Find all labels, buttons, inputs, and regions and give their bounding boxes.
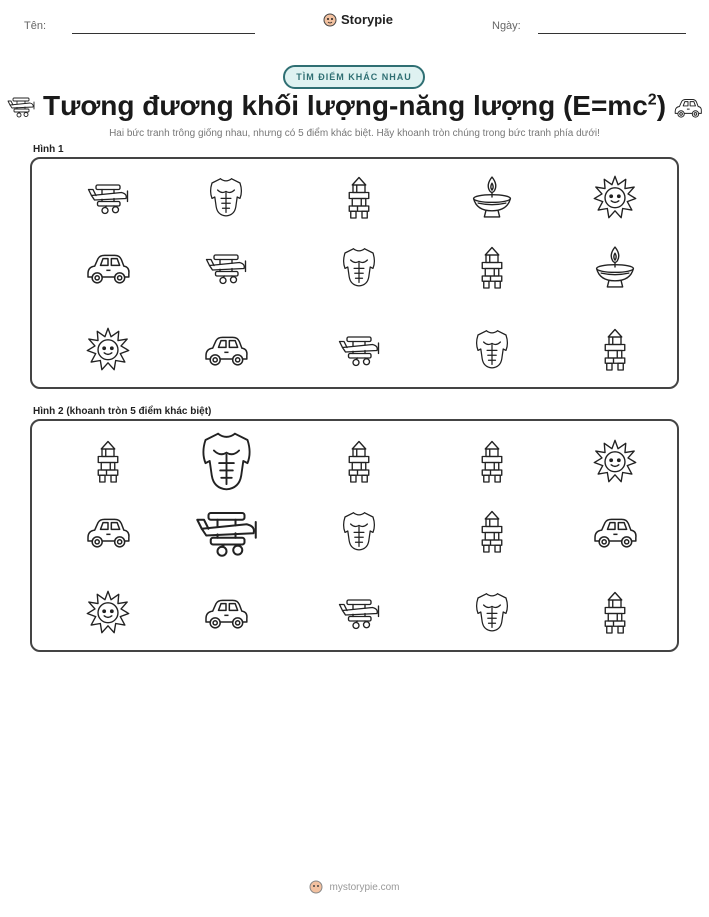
torso-icon: [205, 173, 247, 221]
oil-lamp-icon: [469, 173, 515, 221]
title-text: Tương đương khối lượng-năng lượng (E=mc: [42, 90, 648, 121]
sun-icon[interactable]: [85, 589, 131, 635]
picture2-panel[interactable]: [30, 419, 679, 652]
airplane-icon: [85, 179, 131, 215]
brand-name: Storypie: [341, 12, 394, 27]
sun-icon: [85, 326, 131, 372]
page-title: [0, 90, 709, 122]
torso-icon[interactable]: [195, 425, 258, 497]
car-icon: [83, 247, 133, 287]
block-tower-icon: [600, 325, 630, 373]
title-close: ): [656, 90, 667, 121]
block-tower-icon: [344, 173, 374, 221]
block-tower-icon[interactable]: [600, 588, 630, 636]
sun-icon: [592, 174, 638, 220]
torso-icon: [338, 243, 380, 291]
torso-icon[interactable]: [338, 507, 380, 555]
block-tower-icon: [477, 243, 507, 291]
airplane-icon[interactable]: [336, 594, 382, 630]
picture1-label: Hình 1: [33, 144, 64, 155]
car-icon[interactable]: [83, 511, 133, 551]
airplane-icon: [336, 331, 382, 367]
footer: [0, 880, 709, 894]
title-superscript: 2: [647, 91, 657, 109]
oil-lamp-icon: [592, 243, 638, 291]
torso-icon: [471, 325, 513, 373]
block-tower-icon[interactable]: [93, 437, 123, 485]
footer-url[interactable]: mystorypie.com: [329, 881, 400, 893]
storypie-mascot-icon: [323, 13, 337, 27]
block-tower-icon[interactable]: [344, 437, 374, 485]
block-tower-icon[interactable]: [477, 437, 507, 485]
instructions: Hai bức tranh trông giống nhau, nhưng có 5 điểm khác biệt. Hãy khoanh tròn chúng trong bức tranh phía dưới!: [109, 128, 600, 139]
car-icon[interactable]: [201, 592, 251, 632]
airplane-icon: [203, 249, 249, 285]
picture1-panel: [30, 157, 679, 389]
brand-logo: [323, 12, 393, 27]
car-icon[interactable]: [590, 511, 640, 551]
name-field[interactable]: [72, 33, 255, 34]
torso-icon[interactable]: [471, 588, 513, 636]
date-label: Ngày:: [492, 20, 521, 32]
date-field[interactable]: [538, 33, 686, 34]
sun-icon[interactable]: [592, 438, 638, 484]
activity-badge: TÌM ĐIỂM KHÁC NHAU: [283, 65, 425, 89]
storypie-mascot-icon: [309, 880, 323, 894]
car-icon: [201, 329, 251, 369]
airplane-icon[interactable]: [192, 504, 261, 558]
block-tower-icon[interactable]: [477, 507, 507, 555]
picture2-label: Hình 2 (khoanh tròn 5 điểm khác biệt): [33, 406, 212, 417]
name-label: Tên:: [24, 20, 47, 32]
